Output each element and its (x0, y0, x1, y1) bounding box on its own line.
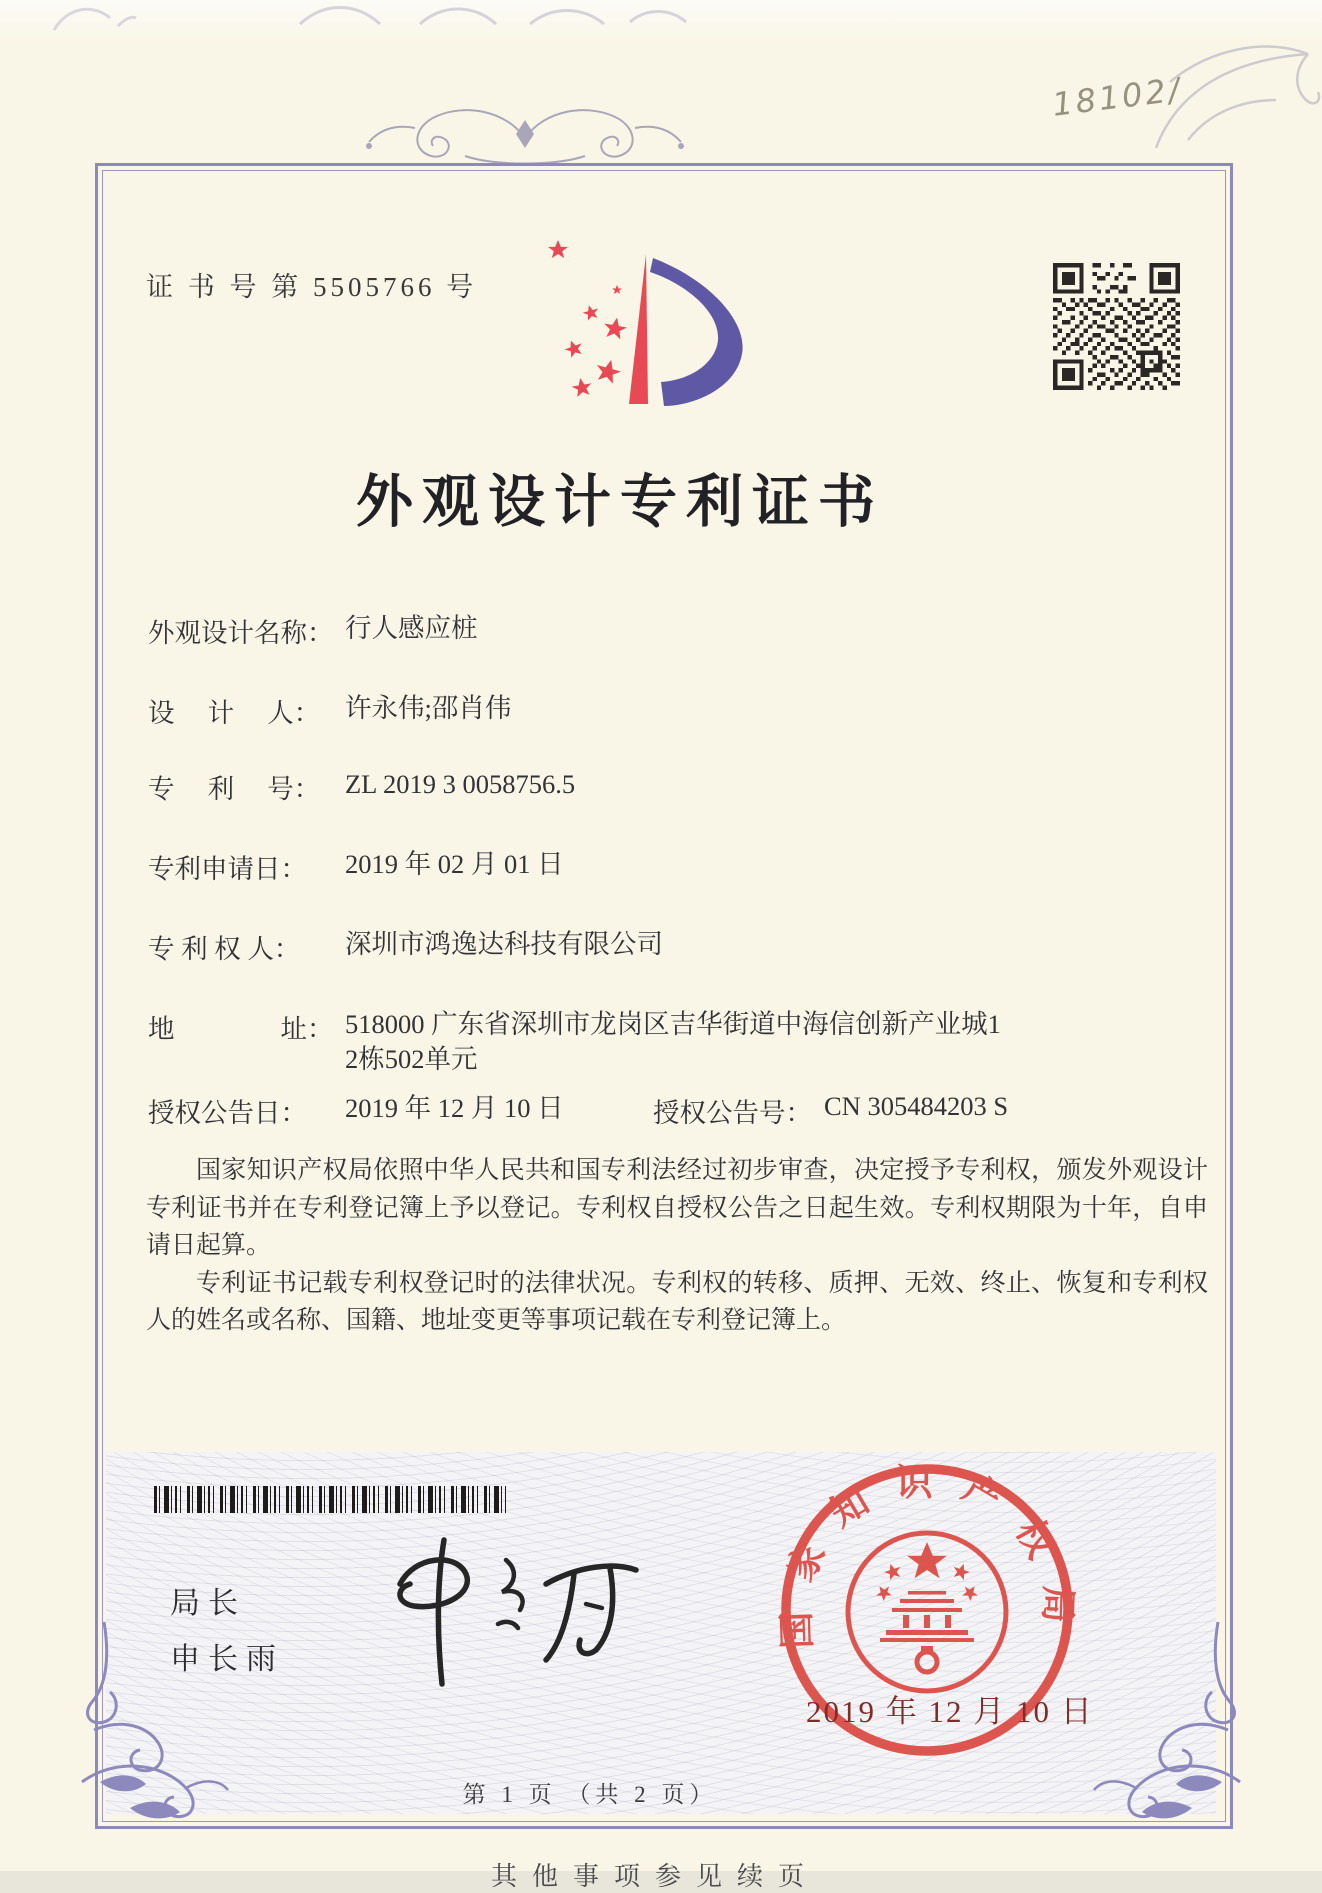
legal-body-text (146, 1152, 1208, 1340)
body-paragraph: 专利证书记载专利权登记时的法律状况。专利权的转移、质押、无效、终止、恢复和专利权人的姓名或名称、国籍、地址变更等事项记载在专利登记簿上。 (146, 1269, 1208, 1334)
seal-date: 2019 年 12 月 10 日 (806, 1694, 1094, 1729)
field-label: 专 利 权 人： (148, 934, 301, 964)
commissioner-signature (348, 1526, 658, 1696)
address-line-2: 2栋502单元 (345, 1044, 478, 1074)
field-value: 2019 年 12 月 10 日 (345, 1093, 564, 1123)
field-value: ZL 2019 3 0058756.5 (345, 769, 576, 799)
top-left-ornament-fragment-icon (48, 0, 138, 34)
signer-title: 局长 (170, 1587, 246, 1620)
clipped-next-page-note: 其他事项参见续页 (490, 1862, 819, 1891)
barcode (154, 1486, 506, 1513)
field-label: 地 址： (148, 1014, 334, 1044)
qr-code (1053, 263, 1180, 390)
field-value: 2019 年 02 月 01 日 (345, 849, 564, 879)
certificate-title: 外观设计专利证书 (356, 471, 884, 534)
top-center-scrollwork-icon (355, 98, 695, 170)
handwritten-number-annotation: 18102/ (1050, 70, 1185, 124)
field-label: 专 利 号： (148, 774, 321, 804)
seal-text: 国家知识产权局 (776, 1463, 1078, 1650)
signer-name: 申长雨 (170, 1643, 284, 1676)
field-value: 深圳市鸿逸达科技有限公司 (345, 929, 663, 959)
address-line-1: 518000 广东省深圳市龙岗区吉华街道中海信创新产业城1 (345, 1009, 1001, 1039)
field-value: CN 305484203 S (824, 1091, 1009, 1121)
field-label: 授权公告日： (148, 1098, 307, 1128)
field-value: 行人感应桩 (345, 613, 478, 643)
top-edge-ornament-fragments-icon (290, 0, 690, 26)
field-label: 外观设计名称： (148, 618, 334, 648)
bottom-right-flourish-icon (1092, 1622, 1252, 1830)
field-value: 许永伟;邵肖伟 (345, 693, 512, 723)
field-label: 专利申请日： (148, 854, 307, 884)
cnipa-logo-icon (558, 250, 758, 410)
page-indicator: 第 1 页 （共 2 页） (462, 1782, 718, 1807)
certificate-number: 证 书 号 第 5505766 号 (146, 272, 478, 302)
body-paragraph: 国家知识产权局依照中华人民共和国专利法经过初步审查，决定授予专利权，颁发外观设计专利证书并在专利登记簿上予以登记。专利权自授权公告之日起生效。专利权期限为十年，自申请日起算。 (146, 1157, 1208, 1259)
field-label: 授权公告号： (653, 1098, 812, 1128)
national-emblem-icon (848, 1533, 1006, 1691)
field-value (345, 1007, 1225, 1077)
field-label: 设 计 人： (148, 698, 321, 728)
